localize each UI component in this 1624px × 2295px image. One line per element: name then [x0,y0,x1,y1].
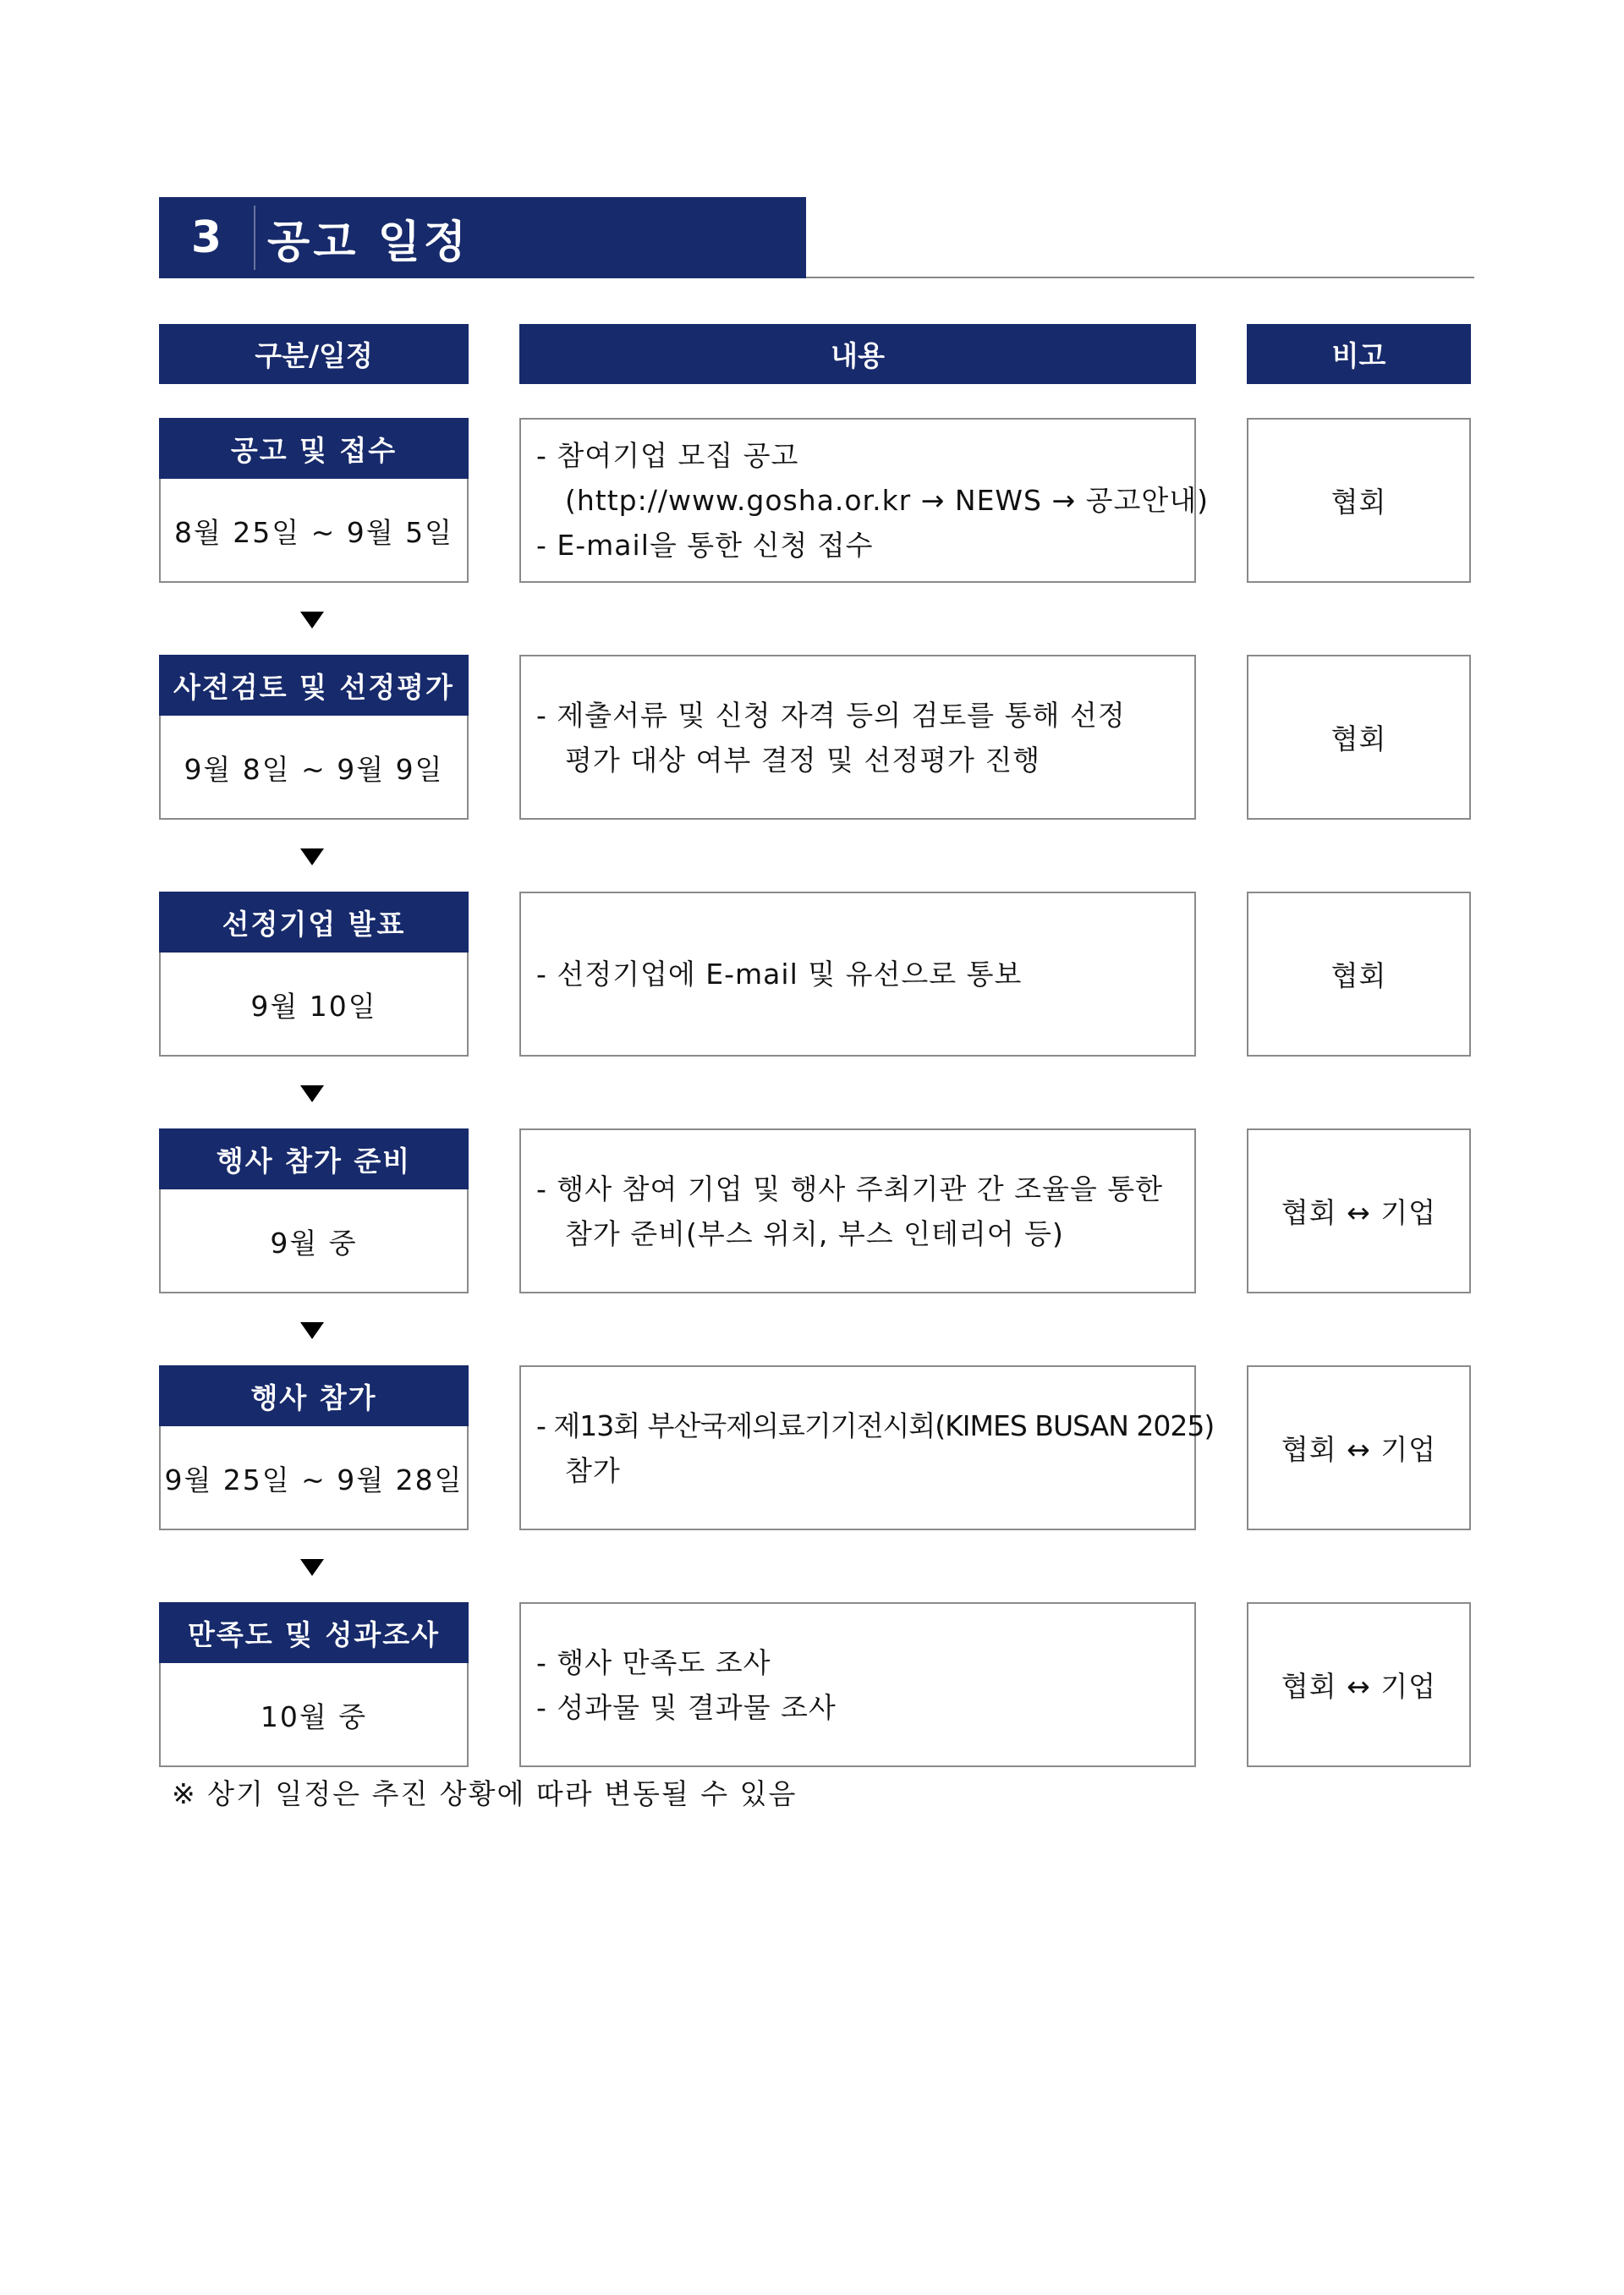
content-box [519,1602,1196,1767]
content-box [519,1365,1215,1530]
down-arrow-icon [299,1557,326,1578]
stage-title: 행사 참가 [159,1365,469,1426]
note-box: 협회 ↔ 기업 [1247,1128,1471,1293]
stage-date: 8월 25일 ~ 9월 5일 [173,516,454,549]
stage-box [159,1128,469,1293]
section-number: 3 [190,212,222,263]
content-box [519,655,1196,820]
content-line: - E-mail을 통한 신청 접수 [536,529,874,562]
stage-box [159,1602,469,1767]
down-arrow-icon [299,610,326,630]
content-line: - 행사 참여 기업 및 행사 주최기관 간 조율을 통한 [536,1172,1163,1205]
stage-title: 행사 참가 준비 [159,1128,469,1189]
content-line: - 성과물 및 결과물 조사 [536,1690,837,1724]
column-header-content: 내용 [519,324,1196,384]
content-line: 참가 준비(부스 위치, 부스 인테리어 등) [565,1216,1064,1250]
stage-date: 9월 중 [270,1227,358,1260]
footnote: ※ 상기 일정은 추진 상황에 따라 변동될 수 있음 [172,1777,798,1810]
down-arrow-icon [299,1084,326,1104]
content-box [519,1128,1196,1293]
stage-box [159,655,469,820]
content-box [519,418,1210,583]
stage-title: 선정기업 발표 [159,892,469,953]
note-box: 협회 [1247,655,1471,820]
section-title: 공고 일정 [267,217,470,268]
stage-date: 9월 8일 ~ 9월 9일 [184,753,444,786]
content-line: - 행사 만족도 조사 [536,1645,771,1679]
stage-title: 사전검토 및 선정평가 [159,655,469,716]
section-header [159,197,806,278]
down-arrow-icon [299,1320,326,1341]
content-line: (http://www.gosha.or.kr → NEWS → 공고안내) [565,484,1210,517]
column-header-note: 비고 [1247,324,1471,384]
section-underline [806,277,1474,278]
stage-box [159,1365,469,1530]
stage-box [159,418,469,583]
content-box [519,892,1196,1057]
section-header-divider [254,206,255,270]
content-line: - 제13회 부산국제의료기기전시회(KIMES BUSAN 2025) [536,1408,1215,1442]
stage-date: 10월 중 [260,1700,368,1733]
content-line: 참가 [565,1453,621,1487]
note-box: 협회 [1247,418,1471,583]
stage-title: 공고 및 접수 [159,418,469,479]
stage-title: 만족도 및 성과조사 [159,1602,469,1663]
stage-date: 9월 10일 [250,990,377,1023]
stage-box [159,892,469,1057]
content-line: - 제출서류 및 신청 자격 등의 검토를 통해 선정 [536,698,1126,732]
note-box: 협회 ↔ 기업 [1247,1365,1471,1530]
note-box: 협회 [1247,892,1471,1057]
stage-date: 9월 25일 ~ 9월 28일 [164,1463,464,1496]
content-line: - 선정기업에 E-mail 및 유선으로 통보 [536,958,1023,991]
content-line: 평가 대상 여부 결정 및 선정평가 진행 [565,743,1041,777]
down-arrow-icon [299,847,326,867]
column-header-stage: 구분/일정 [159,324,469,384]
content-line: - 참여기업 모집 공고 [536,439,799,472]
note-box: 협회 ↔ 기업 [1247,1602,1471,1767]
